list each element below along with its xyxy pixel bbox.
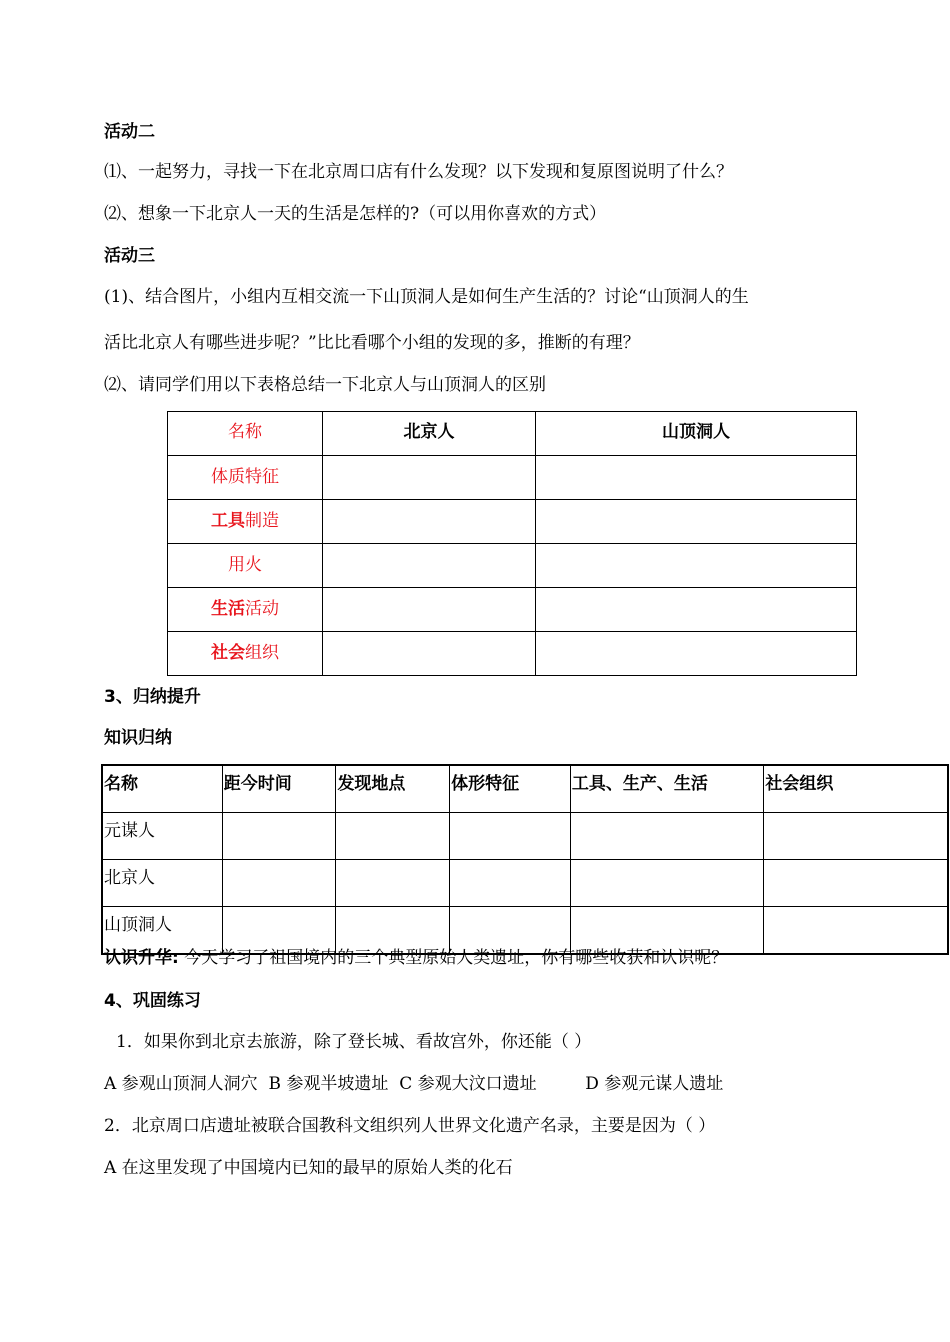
input-cell[interactable] — [323, 500, 536, 544]
header-location: 发现地点 — [336, 765, 450, 813]
input-cell[interactable] — [336, 860, 450, 907]
input-cell[interactable] — [764, 813, 948, 860]
input-cell[interactable] — [323, 456, 536, 500]
row-label: 工具制造 — [168, 500, 323, 544]
input-cell[interactable] — [450, 860, 571, 907]
input-cell[interactable] — [536, 588, 857, 632]
input-cell[interactable] — [764, 907, 948, 955]
table-header-row — [102, 765, 948, 813]
activity2-heading: 活动二 — [104, 122, 155, 142]
input-cell[interactable] — [764, 860, 948, 907]
header-name: 名称 — [102, 765, 222, 813]
input-cell[interactable] — [323, 632, 536, 676]
insight-text: 今天学习了祖国境内的三个典型原始人类遗址，你有哪些收获和认识呢？ — [184, 948, 729, 968]
input-cell[interactable] — [336, 813, 450, 860]
question-2-option-a: A 在这里发现了中国境内已知的最早的原始人类的化石 — [104, 1158, 513, 1178]
table-header-row — [168, 412, 857, 456]
header-body: 体形特征 — [450, 765, 571, 813]
row-label: 生活活动 — [168, 588, 323, 632]
insight-label: 认识升华: — [104, 948, 179, 968]
summary-table — [101, 764, 949, 955]
question-1-options: A 参观山顶洞人洞穴 B 参观半坡遗址 C 参观大汶口遗址 D 参观元谋人遗址 — [104, 1074, 724, 1094]
input-cell[interactable] — [323, 588, 536, 632]
table-row — [168, 500, 857, 544]
header-time: 距今时间 — [222, 765, 336, 813]
input-cell[interactable] — [536, 456, 857, 500]
row-label: 用火 — [168, 544, 323, 588]
input-cell[interactable] — [450, 813, 571, 860]
section3-heading: 3、归纳提升 — [104, 687, 201, 707]
activity3-question-1-line1: (1)、结合图片，小组内互相交流一下山顶洞人是如何生产生活的？讨论“山顶洞人的生 — [104, 287, 749, 307]
row-label: 山顶洞人 — [102, 907, 222, 955]
input-cell[interactable] — [222, 813, 336, 860]
activity3-heading: 活动三 — [104, 246, 155, 266]
section3-subheading: 知识归纳 — [104, 728, 172, 748]
header-tools: 工具、生产、生活 — [570, 765, 764, 813]
header-upper-cave-man: 山顶洞人 — [536, 412, 857, 456]
table-row — [102, 860, 948, 907]
input-cell[interactable] — [536, 632, 857, 676]
input-cell[interactable] — [570, 813, 764, 860]
input-cell[interactable] — [222, 860, 336, 907]
input-cell[interactable] — [323, 544, 536, 588]
activity3-question-2: ⑵、请同学们用以下表格总结一下北京人与山顶洞人的区别 — [104, 375, 546, 395]
table-row — [168, 544, 857, 588]
row-label: 北京人 — [102, 860, 222, 907]
table-row — [168, 456, 857, 500]
header-society: 社会组织 — [764, 765, 948, 813]
input-cell[interactable] — [536, 500, 857, 544]
header-beijing-man: 北京人 — [323, 412, 536, 456]
section4-heading: 4、巩固练习 — [104, 991, 201, 1011]
row-label: 社会组织 — [168, 632, 323, 676]
table-row — [168, 588, 857, 632]
header-name: 名称 — [168, 412, 323, 456]
insight-paragraph — [104, 947, 728, 969]
input-cell[interactable] — [536, 544, 857, 588]
activity2-question-1: ⑴、一起努力，寻找一下在北京周口店有什么发现？以下发现和复原图说明了什么？ — [104, 162, 733, 182]
comparison-table — [167, 411, 857, 676]
table-row — [102, 813, 948, 860]
question-1: 1．如果你到北京去旅游，除了登长城、看故宫外，你还能（ ） — [116, 1032, 592, 1052]
activity2-question-2: ⑵、想象一下北京人一天的生活是怎样的?（可以用你喜欢的方式） — [104, 204, 607, 224]
input-cell[interactable] — [570, 860, 764, 907]
activity3-question-1-line2: 活比北京人有哪些进步呢？”比比看哪个小组的发现的多，推断的有理？ — [104, 333, 640, 353]
table-row — [168, 632, 857, 676]
question-2: 2．北京周口店遗址被联合国教科文组织列人世界文化遗产名录，主要是因为（ ） — [104, 1116, 716, 1136]
row-label: 元谋人 — [102, 813, 222, 860]
row-label: 体质特征 — [168, 456, 323, 500]
